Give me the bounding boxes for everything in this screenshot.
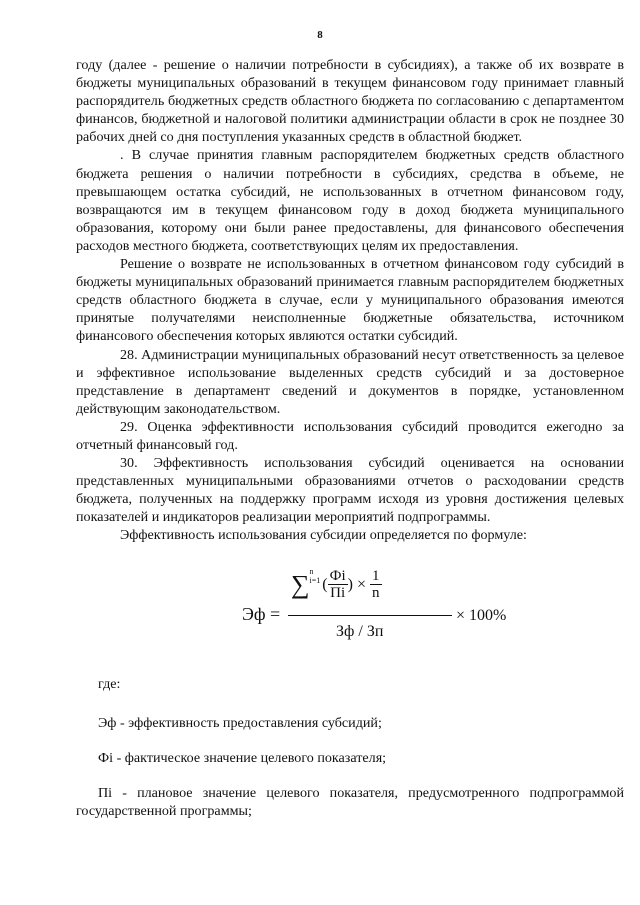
sum-limits [310, 567, 321, 585]
one: 1 [372, 568, 380, 585]
paragraph-1: году (далее - решение о наличии потребности в субсидиях), а также об их возврате в бюджеты муниципальных образований в текущем финансовом году принимает главный распорядитель бюджетных средств областного бюджета по согласованию с департаментом финансов, бюджетной и налоговой политики администрации области в срок не позднее 30 рабочих дней со дня поступления указанных средств в областной бюджет. [76, 57, 624, 146]
ratio-denominator: Пi [330, 585, 346, 602]
formula-lhs: Эф = [242, 603, 281, 624]
formula-denominator: Зф / Зп [336, 622, 384, 640]
formula-numerator: ∑n i=1 ( $\frac{Фi}{Пi}$ ) × $\frac{1}{n}$ [291, 566, 380, 602]
ratio-fraction [328, 568, 348, 601]
fraction-line [288, 615, 452, 616]
paragraph-3: Решение о возврате не использованных в отчетном финансовом году субсидий в бюджеты муниципальных образований принимается главным распорядителем бюджетных средств областного бюджета в случае, если у муниципального образования имеются принятые получателями неисполненные бюджетные обязательства, источником финансового обеспечения которых являются остатки субсидий. [76, 256, 624, 345]
times-sign: × [356, 575, 366, 593]
definition-fi: Фi - фактическое значение целевого показателя; [98, 749, 387, 766]
paragraph-30: 30. Эффективность использования субсидий оценивается на основании представленных муниципальными образованиями отчетов о расходовании средств бюджета, полученных на поддержку программ исходя из уровня достижения целевых показателей и индикаторов реализации мероприятий подпрограммы. [76, 455, 624, 526]
formula-rhs: × 100% [456, 606, 507, 624]
efficiency-formula [76, 553, 624, 663]
formula-intro: Эффективность использования субсидии определяется по формуле: [120, 527, 527, 544]
paragraph-2: . В случае принятия главным распорядителем бюджетных средств областного бюджета решения о наличии потребности в субсидиях, средства в объеме, не превышающем остатка субсидий, не использованных в отчетном финансовом году, возвращаются им в текущем финансовом году в доход бюджета муниципального образования, которому они были ранее предоставлены, для финансового обеспечения расходов местного бюджета, соответствующих целям их предоставления. [76, 147, 624, 254]
page-number: 8 [317, 29, 323, 41]
paragraph-29: 29. Оценка эффективности использования субсидий проводится ежегодно за отчетный финансовый год. [76, 418, 624, 453]
definitions [76, 675, 624, 820]
document-body [76, 56, 624, 820]
definition-ef: Эф - эффективность предоставления субсидий; [98, 714, 382, 731]
where-label: где: [98, 675, 121, 692]
n-denominator: n [372, 585, 380, 602]
paragraph-28: 28. Администрации муниципальных образований несут ответственность за целевое и эффективное использование выделенных средств субсидий и за достоверное представление в департамент сведений и документов в порядке, установленном действующим законодательством. [76, 346, 624, 417]
definition-pi: Пi - плановое значение целевого показателя, предусмотренного подпрограммой государственной программы; [76, 784, 624, 819]
sum-symbol: ∑ [291, 569, 310, 599]
ratio-numerator: Фi [329, 568, 346, 585]
sum-lower-limit: i=1 [309, 575, 321, 585]
inverse-n-fraction [370, 568, 382, 601]
sum-upper-limit: n [309, 566, 314, 576]
